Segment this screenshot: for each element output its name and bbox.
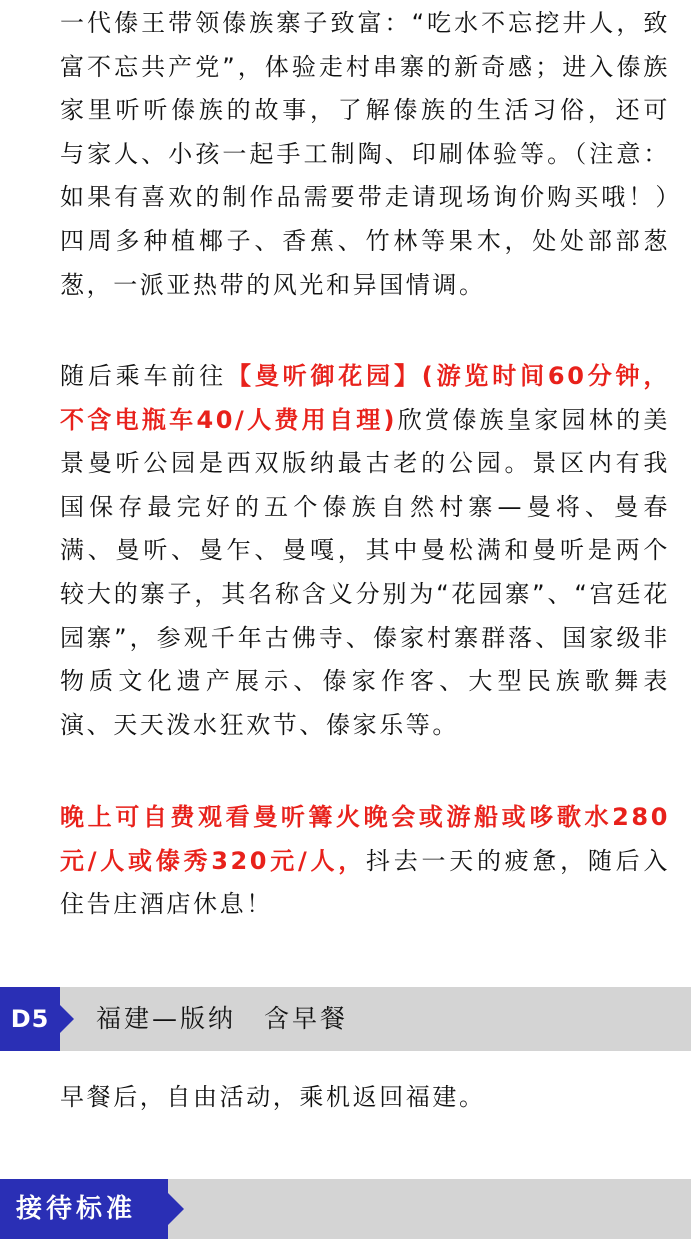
paragraph-2-prefix: 随后乘车前往 [60,362,227,390]
day4-paragraph-2 [60,355,670,747]
paragraph-2-body: 欣赏傣族皇家园林的美景曼听公园是西双版纳最古老的公园。景区内有我国保存最完好的五个傣族自然村寨—曼将、曼春满、曼听、曼乍、曼嘎，其中曼松满和曼听是两个较大的寨子，其名称含义分别为“花园寨”、“宫廷花园寨”，参观千年古佛寺、傣家村寨群落、国家级非物质文化遗产展示、傣家作客、大型民族歌舞表演、天天泼水狂欢节、傣家乐等。 [60,405,670,739]
day5-title: 福建—版纳 含早餐 [96,1004,349,1033]
section-title: 接待标准 [0,1179,168,1239]
reception-standard-header [0,1179,691,1239]
day4-paragraph-3 [60,796,670,927]
day5-paragraph: 早餐后，自由活动，乘机返回福建。 [60,1083,486,1111]
paragraph-3-body: 抖去一天的疲惫，随后入住告庄酒店休息！ [60,846,670,919]
day5-badge: D5 [0,987,60,1051]
section-arrow-icon [168,1193,184,1225]
evening-show-highlight: 晚上可自费观看曼听篝火晚会或游船或哆歌水280元/人或傣秀320元/人， [60,803,670,875]
day4-paragraph-1: 一代傣王带领傣族寨子致富：“吃水不忘挖井人，致富不忘共产党”，体验走村串寨的新奇感；进入傣族家里听听傣族的故事，了解傣族的生活习俗，还可与家人、小孩一起手工制陶、印刷体验等。（注意：如果有喜欢的制作品需要带走请现场询价购买哦！）四周多种植椰子、香蕉、竹林等果木，处处部部葱葱，一派亚热带的风光和异国情调。 [60,9,670,299]
day5-header [0,987,691,1051]
garden-highlight: 【曼听御花园】(游览时间60分钟，不含电瓶车40/人费用自理) [60,362,670,434]
badge-arrow-icon [60,1005,74,1033]
